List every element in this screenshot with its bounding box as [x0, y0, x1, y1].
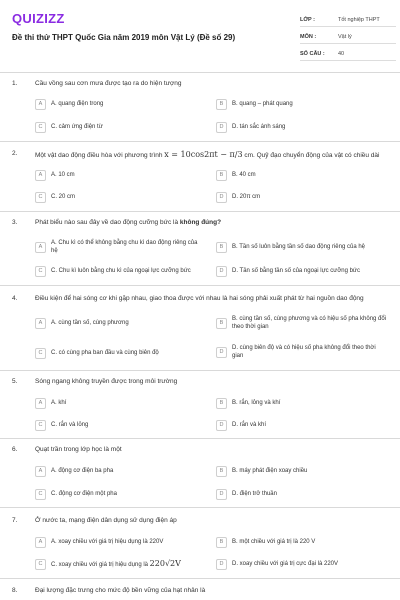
option-letter-box: B: [216, 318, 227, 329]
option-a[interactable]: [35, 395, 205, 411]
option-d[interactable]: [216, 119, 388, 135]
question-text-pre: Phát biểu nào sau đây về dao động cưỡng bức là: [35, 219, 179, 226]
question-text: Quạt trần trong lớp học là một: [35, 446, 122, 453]
equation: 220√2V: [149, 558, 181, 568]
question-text: [35, 150, 379, 159]
option-letter-box: D: [216, 347, 227, 358]
option-d[interactable]: [216, 486, 388, 502]
quizizz-logo: QUIZIZZ: [12, 11, 65, 26]
option-letter-box: B: [216, 170, 227, 181]
question-number: 7.: [12, 517, 18, 524]
option-text: C. rắn và lỏng: [51, 421, 89, 428]
question-number: 8.: [12, 587, 18, 594]
option-c[interactable]: [35, 189, 205, 205]
question-text: [35, 219, 221, 226]
option-text: D. tán sắc ánh sáng: [232, 123, 286, 130]
option-d[interactable]: [216, 417, 388, 433]
option-letter-box: C: [35, 420, 46, 431]
question-divider: [0, 578, 400, 579]
option-letter-box: B: [216, 466, 227, 477]
option-letter-box: B: [216, 242, 227, 253]
option-text: C. có cùng pha ban đầu và cùng biên độ: [51, 349, 159, 356]
question-text: Cầu vồng sau cơn mưa được tạo ra do hiện tượng: [35, 80, 182, 87]
option-d[interactable]: [216, 341, 388, 363]
option-text: A. quang điện trong: [51, 100, 104, 107]
option-text: D. điện trở thuần: [232, 490, 277, 497]
question-number: 6.: [12, 446, 18, 453]
question-text: Sóng ngang không truyền được trong môi trường: [35, 378, 178, 385]
option-text: D. rắn và khí: [232, 421, 267, 428]
worksheet-title: Đề thi thử THPT Quốc Gia năm 2019 môn Vật Lý (Đề số 29): [12, 33, 236, 42]
worksheet-meta: [300, 11, 396, 62]
option-b[interactable]: [216, 395, 388, 411]
option-letter-box: D: [216, 489, 227, 500]
question-text-emphasis: không đúng?: [179, 219, 222, 226]
meta-key: LỚP :: [300, 17, 315, 23]
option-d[interactable]: [216, 189, 388, 205]
option-letter-box: A: [35, 170, 46, 181]
option-a[interactable]: [35, 96, 205, 112]
option-c[interactable]: [35, 417, 205, 433]
meta-value: Vật lý: [338, 34, 352, 40]
option-letter-box: A: [35, 318, 46, 329]
meta-value: 40: [338, 51, 345, 57]
option-text: A. 10 cm: [51, 171, 75, 178]
option-letter-box: A: [35, 466, 46, 477]
question-text: Đại lượng đặc trưng cho mức độ bền vững của hạt nhân là: [35, 587, 206, 594]
meta-row-count: [300, 45, 396, 61]
option-text: C. Chu kì luôn bằng chu kì của ngoại lực cưỡng bức: [51, 267, 191, 274]
option-b[interactable]: [216, 534, 388, 550]
question-divider: [0, 211, 400, 212]
option-letter-box: B: [216, 537, 227, 548]
option-a[interactable]: [35, 167, 205, 183]
option-a[interactable]: [35, 236, 205, 258]
option-letter-box: A: [35, 242, 46, 253]
question-text-post: cm. Quỹ đạo chuyển động của vật có chiều dài: [244, 152, 380, 159]
option-a[interactable]: [35, 463, 205, 479]
question-number: 2.: [12, 150, 18, 157]
question-number: 1.: [12, 80, 18, 87]
option-b[interactable]: [216, 167, 388, 183]
question-divider: [0, 285, 400, 286]
option-text: A. xoay chiều với giá trị hiệu dụng là 220V: [51, 538, 164, 545]
meta-key: SỐ CÂU :: [300, 51, 325, 57]
header-divider: [0, 72, 400, 73]
option-b[interactable]: [216, 96, 388, 112]
option-text: A. động cơ điện ba pha: [51, 467, 114, 474]
question-divider: [0, 370, 400, 371]
option-letter-box: C: [35, 348, 46, 359]
option-b[interactable]: [216, 239, 388, 255]
option-text: B. Tần số luôn bằng tần số dao động riêng của hệ: [232, 243, 365, 250]
option-letter-box: C: [35, 489, 46, 500]
meta-row-class: [300, 11, 396, 27]
question-number: 5.: [12, 378, 18, 385]
option-letter-box: D: [216, 192, 227, 203]
option-letter-box: A: [35, 537, 46, 548]
option-a[interactable]: [35, 315, 205, 331]
option-letter-box: D: [216, 266, 227, 277]
option-letter-box: C: [35, 192, 46, 203]
question-divider: [0, 141, 400, 142]
option-text: B. máy phát điện xoay chiều: [232, 467, 308, 474]
question-text: Ở nước ta, mạng điện dân dụng sử dụng điện áp: [35, 517, 177, 524]
option-b[interactable]: [216, 463, 388, 479]
option-text: A. khí: [51, 399, 67, 406]
option-c[interactable]: [35, 345, 205, 361]
option-text: B. quang – phát quang: [232, 100, 293, 107]
meta-row-subject: [300, 28, 396, 44]
option-letter-box: C: [35, 266, 46, 277]
question-divider: [0, 438, 400, 439]
option-text: D. xoay chiều với giá trị cực đại là 220V: [232, 560, 338, 567]
option-letter-box: A: [35, 398, 46, 409]
option-d[interactable]: [216, 556, 388, 572]
option-text: A. cùng tần số, cùng phương: [51, 319, 129, 326]
option-text: D. 20π cm: [232, 193, 261, 200]
option-text: [51, 559, 181, 570]
meta-value: Tốt nghiệp THPT: [338, 17, 380, 23]
option-text: C. động cơ điện một pha: [51, 490, 117, 497]
question-divider: [0, 507, 400, 508]
equation: x = 10cos2πt − π/3: [164, 150, 243, 159]
option-c[interactable]: [35, 486, 205, 502]
option-text: C. cảm ứng điện từ: [51, 123, 103, 130]
option-letter-box: D: [216, 420, 227, 431]
option-text: A. Chu kì có thể không bằng chu kì dao động riêng của hệ: [51, 239, 198, 254]
option-letter-box: B: [216, 398, 227, 409]
option-text: D. Tần số bằng tần số của ngoại lực cưỡng bức: [232, 267, 360, 274]
option-letter-box: D: [216, 559, 227, 570]
option-text: D. cùng biên độ và có hiệu số pha không đổi theo thời gian: [232, 344, 376, 359]
option-letter-box: C: [35, 122, 46, 133]
option-d[interactable]: [216, 263, 388, 279]
option-letter-box: A: [35, 99, 46, 110]
worksheet-header: [0, 0, 400, 70]
option-letter-box: B: [216, 99, 227, 110]
option-text-pre: C. xoay chiều với giá trị hiệu dụng là: [51, 561, 148, 568]
option-a[interactable]: [35, 534, 205, 550]
option-text: B. 40 cm: [232, 171, 256, 178]
question-text: Điều kiện để hai sóng cơ khi gặp nhau, giao thoa được với nhau là hai sóng phải xuất phát từ hai nguồn dao động: [35, 295, 364, 302]
option-text: B. cùng tần số, cùng phương và có hiệu số pha không đổi theo thời gian: [232, 315, 387, 330]
question-number: 4.: [12, 295, 18, 302]
question-number: 3.: [12, 219, 18, 226]
option-b[interactable]: [216, 312, 388, 334]
option-text: B. rắn, lỏng và khí: [232, 399, 281, 406]
option-c[interactable]: [35, 556, 205, 572]
option-letter-box: C: [35, 559, 46, 570]
option-letter-box: D: [216, 122, 227, 133]
option-c[interactable]: [35, 263, 205, 279]
option-text: C. 20 cm: [51, 193, 76, 200]
meta-key: MÔN :: [300, 34, 317, 40]
option-text: B. một chiều với giá trị là 220 V: [232, 538, 316, 545]
question-text-pre: Một vật dao động điều hòa với phương trình: [35, 152, 163, 159]
option-c[interactable]: [35, 119, 205, 135]
